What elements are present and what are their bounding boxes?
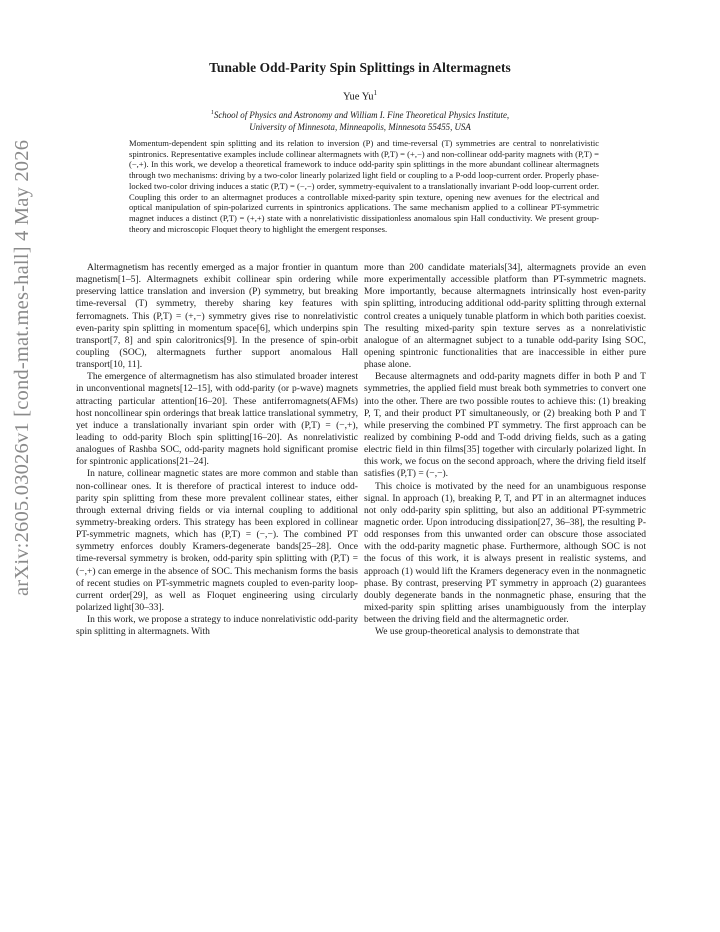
author-affiliation-mark: 1 — [373, 89, 377, 97]
affiliation-mark: 1 — [210, 110, 214, 116]
body-paragraph: Altermagnetism has recently emerged as a major frontier in quantum magnetism[1–5]. Altermagnets exhibit collinear spin ordering while preserving lattice translation and inversion (P) symmetry, but breaking time-reversal (T) symmetry, thereby sharing key features with ferromagnets. This (P,T) = (+,−) symmetry gives rise to nonrelativistic even-parity spin splitting in momentum space[6], which underpins spin transport[7, 8] and spin caloritronics[9]. In the presence of spin-orbit coupling (SOC), altermagnets further support anomalous Hall transport[10, 11]. — [76, 262, 358, 371]
body-paragraph: Because altermagnets and odd-parity magnets differ in both P and T symmetries, the applied field must break both symmetries to convert one into the other. There are two possible routes to achieve this: (1) breaking P, T, and their product PT simultaneously, or (2) breaking both P and T while preserving the combined PT symmetry. The first approach can be realized by combining P-odd and T-odd driving fields, such as a gating electric field in thin films[35] together with circularly polarized light. In this work, we focus on the second approach, where the driving field itself satisfies (P,T) = (−,−). — [364, 371, 646, 480]
arxiv-identifier-stamp[interactable]: arXiv:2605.03026v1 [cond-mat.mes-hall] 4 May 2026 — [11, 139, 33, 596]
author-line — [0, 89, 720, 103]
affiliation-line-1 — [0, 107, 720, 121]
body-paragraph: more than 200 candidate materials[34], altermagnets provide an even more experimentally accessible platform than PT-symmetric magnets. More importantly, because altermagnets intrinsically host even-parity spin splitting, introducing additional odd-parity splitting through external control creates a uniquely tunable platform in which both parities coexist. The resulting mixed-parity spin texture serves as a nonrelativistic analogue of an altermagnet subject to a tunable odd-parity Ising SOC, opening spintronic functionalities that are inaccessible in either pure phase alone. — [364, 262, 646, 371]
body-paragraph: We use group-theoretical analysis to demonstrate that — [375, 626, 580, 638]
body-paragraph: The emergence of altermagnetism has also stimulated broader interest in unconventional magnets[12–15], with odd-parity (or p-wave) magnets attracting particular attention[16–20]. These antiferromagnets(AFMs) host noncollinear spin orderings that break lattice translational symmetry, yet induce a translationally invariant spin order with (P,T) = (−,+), leading to odd-parity Bloch spin splitting[16–20]. As nonrelativistic analogues of Rashba SOC, odd-parity magnets hold significant promise for spintronic applications[21–24]. — [76, 371, 358, 468]
affiliation-line-1-text: School of Physics and Astronomy and William I. Fine Theoretical Physics Institute, — [213, 109, 510, 120]
body-paragraph: This choice is motivated by the need for an unambiguous response signal. In approach (1), breaking P, T, and PT in an altermagnet induces not only odd-parity spin splitting, but also an additional PT-symmetric magnetic order. Upon introducing dissipation[27, 36–38], the resulting P-odd responses from this unwanted order can obscure those associated with the odd-parity magnetic phase. Furthermore, although SOC is not the focus of this work, it is always present in realistic systems, and approach (1) would lift the Kramers degeneracy even in the nonmagnetic phase. By contrast, preserving PT symmetry in approach (2) guarantees doubly degenerate bands in the nonmagnetic phase, ensuring that the mixed-parity spin splitting arises unambiguously from the interplay between the driving field and the altermagnetic order. — [364, 480, 646, 626]
author-name: Yue Yu — [342, 91, 374, 103]
body-right-column — [364, 262, 646, 638]
body-paragraph: In nature, collinear magnetic states are more common and stable than non-collinear ones. It is therefore of practical interest to induce odd-parity spin splitting from these more prevalent collinear states, either through external driving fields or via internal coupling to additional symmetry-breaking orders. This strategy has been explored in collinear PT-symmetric magnets, which has (P,T) = (−,−). The combined PT symmetry enforces doubly Kramers-degenerate bands[25–28]. Once time-reversal symmetry is broken, odd-parity spin splitting with (P,T) = (−,+) can emerge in the absence of SOC. This mechanism forms the basis of recent studies on PT-symmetric magnets coupled to even-parity loop-current order[29], as well as Floquet engineering using circularly polarized light[30–33]. — [76, 468, 358, 613]
affiliation — [0, 107, 720, 133]
affiliation-line-2: University of Minnesota, Minneapolis, Minnesota 55455, USA — [249, 121, 471, 132]
body-left-column — [76, 262, 358, 638]
abstract: Momentum-dependent spin splitting and its relation to inversion (P) and time-reversal (T) symmetries are central to nonrelativistic spintronics. Representative examples include collinear altermagnets with (P,T) = (+,−) and non-collinear odd-parity magnets with (P,T) = (−,+). In this work, we develop a theoretical framework to induce odd-parity spin splittings in the more abundant collinear altermagnets through two mechanisms: driving by a two-color linearly polarized light field or coupling to a P-odd loop-current order. Properly phase-locked two-color driving induces a static (P,T) = (−,−) order, symmetry-equivalent to a translationally invariant P-odd loop-current order. Coupling this order to an altermagnet produces a controllable mixed-parity spin texture, opening new avenues for the electrical and optical manipulation of spin-polarized currents in spintronics applications. The same mechanism applied to a collinear PT-symmetric magnet induces a distinct (P,T) = (+,+) state with a nonrelativistic dissipationless anomalous spin Hall conductivity. We present group-theory and microscopic Floquet theory to highlight the emergent responses. — [129, 138, 599, 234]
paper-title: Tunable Odd-Parity Spin Splittings in Altermagnets — [209, 60, 511, 75]
body-paragraph: In this work, we propose a strategy to induce nonrelativistic odd-parity spin splitting in altermagnets. With — [76, 614, 358, 638]
